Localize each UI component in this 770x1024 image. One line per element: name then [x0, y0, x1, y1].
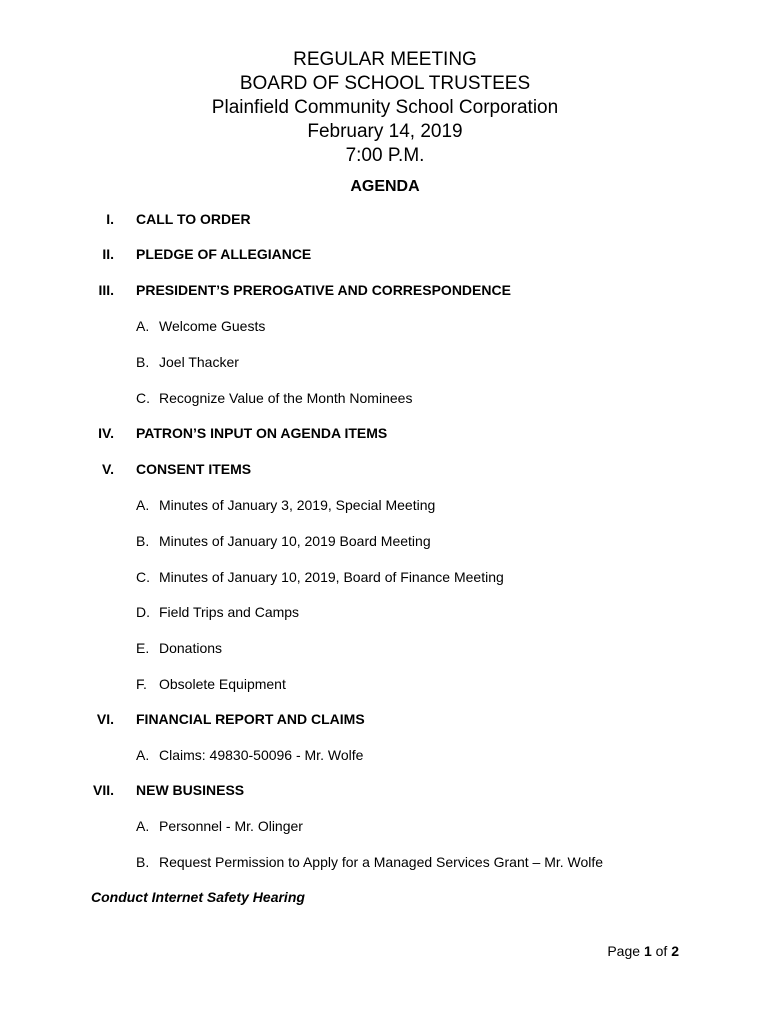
meeting-type: REGULAR MEETING	[293, 49, 477, 70]
section-title: PATRON’S INPUT ON AGENDA ITEMS	[136, 425, 388, 441]
item-letter: B.	[136, 354, 150, 370]
section-number: III.	[98, 282, 114, 298]
item-letter: B.	[136, 533, 150, 549]
meeting-time: 7:00 P.M.	[345, 145, 425, 166]
item-letter: C.	[136, 390, 150, 406]
item-letter: E.	[136, 640, 150, 656]
item-letter: A.	[136, 497, 150, 513]
item-text: Minutes of January 10, 2019 Board Meeting	[159, 533, 431, 549]
section-number: IV.	[98, 425, 114, 441]
item-text: Welcome Guests	[159, 318, 266, 334]
item-letter: F.	[136, 676, 147, 692]
item-text: Joel Thacker	[159, 354, 239, 370]
section-number: V.	[102, 461, 114, 477]
item-letter: D.	[136, 604, 150, 620]
section-number: II.	[102, 246, 114, 262]
board-name: BOARD OF SCHOOL TRUSTEES	[239, 73, 531, 94]
section-title: PRESIDENT’S PREROGATIVE AND CORRESPONDENCE	[136, 282, 511, 298]
page-total: 2	[671, 943, 679, 959]
closing-note: Conduct Internet Safety Hearing	[91, 889, 305, 905]
section-number: I.	[106, 211, 114, 227]
item-text: Request Permission to Apply for a Managed Services Grant – Mr. Wolfe	[159, 854, 604, 870]
section-title: NEW BUSINESS	[136, 782, 245, 798]
section-title: CONSENT ITEMS	[136, 461, 252, 477]
item-text: Donations	[159, 640, 223, 656]
section-title: PLEDGE OF ALLEGIANCE	[136, 246, 312, 262]
page-of: of	[655, 943, 668, 959]
item-text: Minutes of January 3, 2019, Special Meeting	[159, 497, 436, 513]
item-text: Obsolete Equipment	[159, 676, 286, 692]
agenda-heading: AGENDA	[350, 178, 420, 195]
item-text: Minutes of January 10, 2019, Board of Finance Meeting	[159, 569, 504, 585]
item-text: Recognize Value of the Month Nominees	[159, 390, 413, 406]
item-letter: B.	[136, 854, 150, 870]
meeting-date: February 14, 2019	[307, 121, 463, 142]
page-number	[607, 943, 679, 959]
section-title: FINANCIAL REPORT AND CLAIMS	[136, 711, 365, 727]
section-number: VI.	[96, 711, 114, 727]
section-title: CALL TO ORDER	[136, 211, 251, 227]
item-text: Personnel - Mr. Olinger	[159, 818, 303, 834]
item-letter: A.	[136, 318, 150, 334]
page-current: 1	[643, 943, 652, 959]
page-label: Page	[607, 943, 641, 959]
item-text: Field Trips and Camps	[159, 604, 300, 620]
item-letter: A.	[136, 747, 150, 763]
item-letter: A.	[136, 818, 150, 834]
section-number: VII.	[92, 782, 114, 798]
item-text: Claims: 49830-50096 - Mr. Wolfe	[159, 747, 364, 763]
corporation-name: Plainfield Community School Corporation	[211, 97, 559, 118]
item-letter: C.	[136, 569, 150, 585]
